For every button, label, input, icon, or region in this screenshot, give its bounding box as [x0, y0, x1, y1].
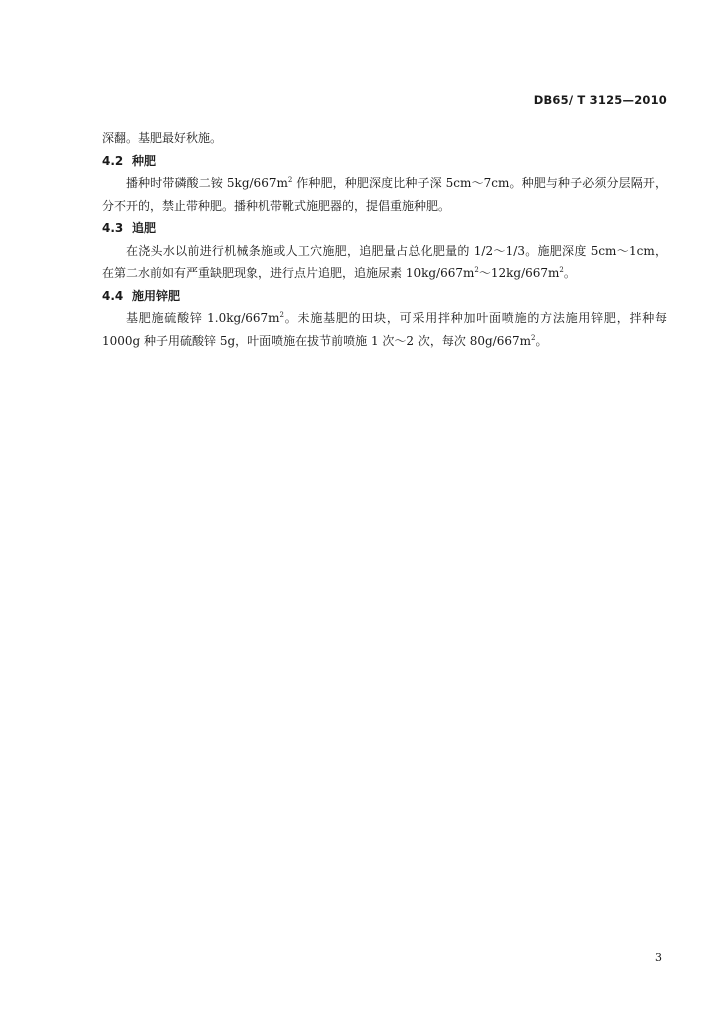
section-heading-4-2 — [102, 150, 667, 173]
text-run: ～12kg/667m — [478, 266, 560, 280]
text-run: 。 — [563, 266, 576, 280]
intro-paragraph: 深翻。基肥最好秋施。 — [102, 131, 223, 145]
section-heading-4-4 — [102, 285, 667, 308]
section-number: 4.3 — [102, 221, 124, 235]
standard-number-header: DB65/ T 3125—2010 — [533, 93, 667, 107]
superscript: 2 — [559, 266, 564, 274]
section-4-4-paragraph — [102, 307, 667, 352]
superscript: 2 — [287, 176, 293, 184]
section-number: 4.2 — [102, 153, 124, 168]
text-run: 基肥施硫酸锌 1.0kg/667m — [126, 311, 280, 325]
text-run: 在浇头水以前进行机械条施或人工穴施肥，追肥量占总化肥量的 1/2～1/3。施肥深度 5cm～1cm，在第二水前如有严重缺肥现象，进行点片追肥，追施尿素 10kg/667m — [102, 243, 667, 280]
superscript: 2 — [279, 311, 285, 319]
document-body — [102, 127, 667, 352]
page-number: 3 — [655, 951, 662, 964]
section-title: 追肥 — [132, 221, 157, 235]
text-run: 作种肥，种肥深度比种子深 5cm～7cm。种肥与种子必须分层隔开，分不开的，禁止带种肥。播种机带靴式施肥器的，提倡重施种肥。 — [102, 176, 667, 213]
section-number: 4.4 — [102, 288, 124, 303]
superscript: 2 — [530, 333, 536, 342]
text-run: 播种时带磷酸二铵 5kg/667m — [126, 176, 288, 190]
section-heading-4-3 — [102, 217, 667, 240]
section-title: 施用锌肥 — [132, 288, 181, 303]
text-run: 。 — [535, 333, 548, 348]
text-run: 。未施基肥的田块，可采用拌种加叶面喷施的方法施用锌肥，拌种每 1000g 种子用硫酸锌 5g，叶面喷施在拔节前喷施 1 次～2 次，每次 80g/667m — [102, 311, 667, 348]
section-4-3-paragraph — [102, 240, 667, 285]
section-title: 种肥 — [132, 153, 157, 168]
superscript: 2 — [474, 266, 479, 274]
section-4-2-paragraph — [102, 172, 667, 217]
